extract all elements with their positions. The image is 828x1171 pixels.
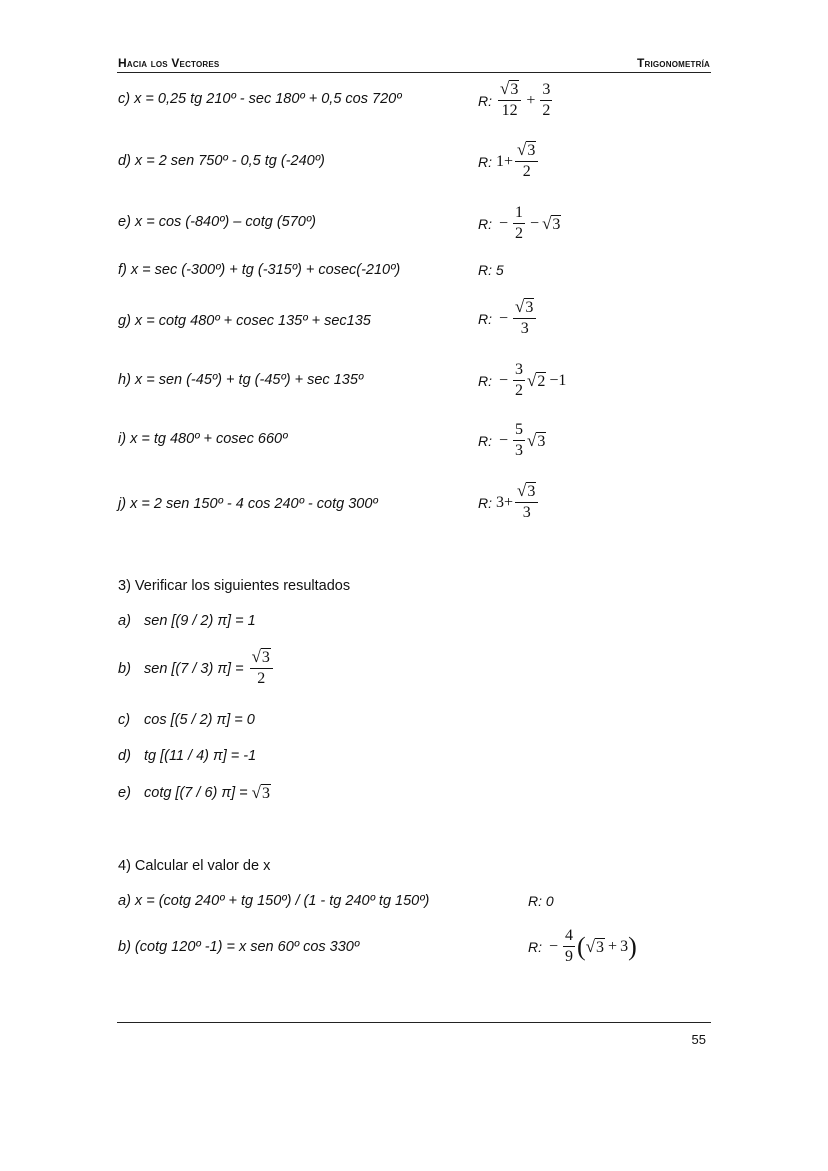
exercise-h: h) x = sen (-45º) + tg (-45º) + sec 135º bbox=[118, 372, 364, 388]
answer-h: R: − $\frac{3}{2}$ √ 2 −1 bbox=[478, 361, 567, 399]
calc-item-a: a) x = (cotg 240º + tg 150º) / (1 - tg 240º tg 150º) bbox=[118, 893, 430, 909]
page-number: 55 bbox=[691, 1032, 706, 1047]
section-4-title: 4) Calcular el valor de x bbox=[118, 858, 271, 874]
answer-g: R: − √ 3 3 bbox=[478, 298, 538, 339]
exercise-g: g) x = cotg 480º + cosec 135º + sec135 bbox=[118, 313, 371, 329]
verify-item-b: b) sen [(7 / 3) π] = √ 3 2 bbox=[118, 648, 275, 689]
exercise-j: j) x = 2 sen 150º - 4 cos 240º - cotg 300º bbox=[118, 496, 378, 512]
exercise-c: c) x = 0,25 tg 210º - sec 180º + 0,5 cos 720º bbox=[118, 91, 402, 107]
answer-calc-a: R: 0 bbox=[528, 893, 554, 909]
answer-e: R: − $\frac{1}{2}$ − √ 3 bbox=[478, 204, 561, 242]
answer-calc-b: R: − $\frac{4}{9}$ ( √ 3 + 3 ) bbox=[528, 927, 637, 965]
verify-item-e: e) cotg [(7 / 6) π] = √ 3 bbox=[118, 783, 270, 802]
calc-item-b: b) (cotg 120º -1) = x sen 60º cos 330º bbox=[118, 939, 360, 955]
answer-d: R: 1+ √ 3 2 bbox=[478, 141, 540, 182]
answer-f: R: 5 bbox=[478, 262, 504, 278]
exercise-d: d) x = 2 sen 750º - 0,5 tg (-240º) bbox=[118, 153, 325, 169]
verify-item-d: d) tg [(11 / 4) π] = -1 bbox=[118, 748, 257, 764]
exercise-f: f) x = sec (-300º) + tg (-315º) + cosec(-210º) bbox=[118, 262, 401, 278]
answer-i: R: − $\frac{5}{3}$ √ 3 bbox=[478, 421, 546, 459]
answer-c: R: √ 3 12 + $\frac{3}{2}$ bbox=[478, 79, 551, 119]
verify-item-a: a) sen [(9 / 2) π] = 1 bbox=[118, 613, 256, 629]
section-3-title: 3) Verificar los siguientes resultados bbox=[118, 578, 351, 594]
exercise-i: i) x = tg 480º + cosec 660º bbox=[118, 431, 288, 447]
footer-rule bbox=[117, 1022, 711, 1023]
running-header-right: Trigonometría bbox=[636, 56, 710, 70]
answer-j: R: 3+ √ 3 3 bbox=[478, 482, 540, 523]
exercise-e: e) x = cos (-840º) – cotg (570º) bbox=[118, 214, 316, 230]
running-header-left: Hacia los Vectores bbox=[118, 56, 220, 70]
header-rule bbox=[117, 72, 711, 73]
verify-item-c: c) cos [(5 / 2) π] = 0 bbox=[118, 712, 255, 728]
